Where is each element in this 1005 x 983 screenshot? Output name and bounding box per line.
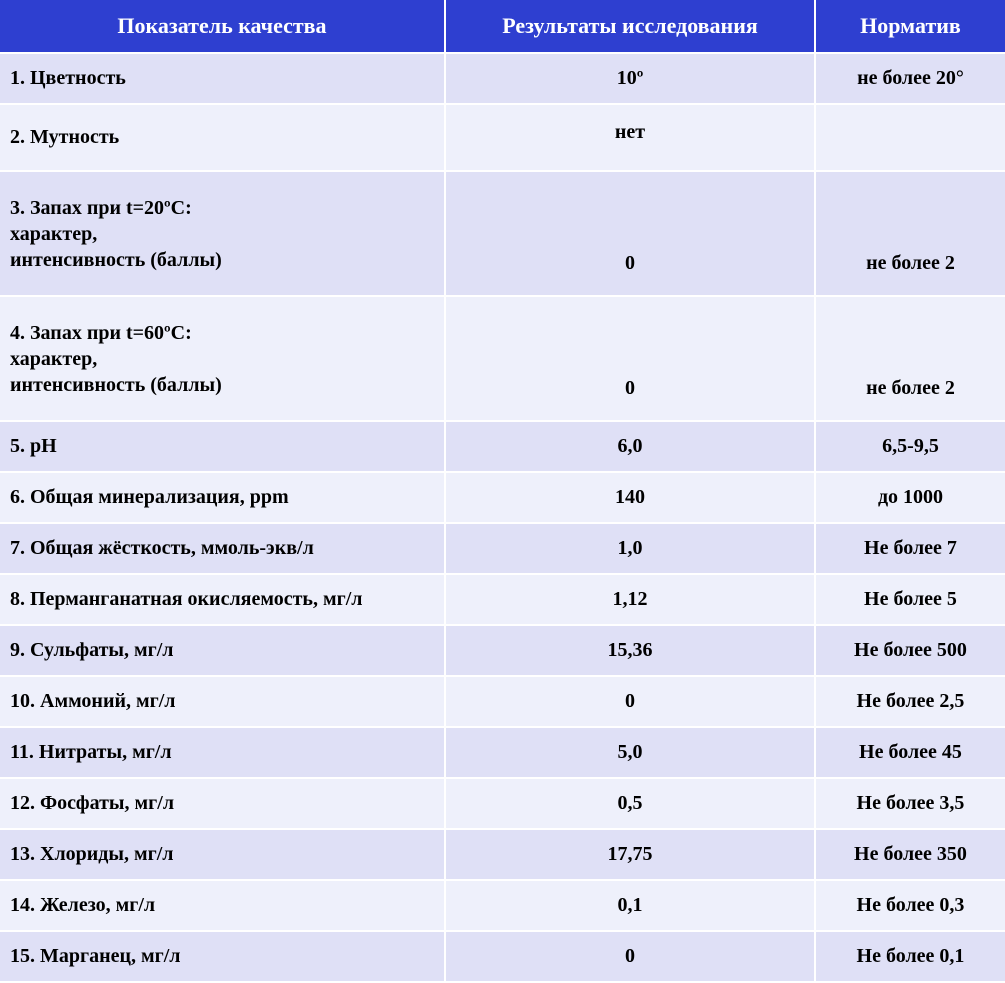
indicator-name: 8. Перманганатная окисляемость, мг/л — [0, 575, 446, 626]
result-value: нет — [446, 105, 816, 172]
norm-value: 6,5-9,5 — [816, 422, 1005, 473]
indicator-name: 2. Мутность — [0, 105, 446, 172]
indicator-name-line: интенсивность (баллы) — [10, 373, 222, 396]
result-value: 15,36 — [446, 626, 816, 677]
indicator-name: 10. Аммоний, мг/л — [0, 677, 446, 728]
result-value: 0,5 — [446, 779, 816, 830]
table-row — [0, 422, 1005, 473]
table-row — [0, 473, 1005, 524]
norm-value: Не более 7 — [816, 524, 1005, 575]
indicator-name: 9. Сульфаты, мг/л — [0, 626, 446, 677]
indicator-name: 14. Железо, мг/л — [0, 881, 446, 932]
table-row — [0, 172, 1005, 297]
norm-value: Не более 2,5 — [816, 677, 1005, 728]
result-value: 0 — [446, 932, 816, 983]
norm-value: Не более 350 — [816, 830, 1005, 881]
indicator-name: 6. Общая минерализация, ppm — [0, 473, 446, 524]
indicator-name — [0, 172, 446, 297]
norm-value: Не более 45 — [816, 728, 1005, 779]
indicator-name-line: характер, — [10, 222, 98, 245]
norm-value: не более 2 — [816, 172, 1005, 297]
header-norm: Норматив — [816, 0, 1005, 54]
result-value: 17,75 — [446, 830, 816, 881]
indicator-name: 15. Марганец, мг/л — [0, 932, 446, 983]
header-row — [0, 0, 1005, 54]
indicator-name: 13. Хлориды, мг/л — [0, 830, 446, 881]
norm-value: Не более 3,5 — [816, 779, 1005, 830]
table-row — [0, 105, 1005, 172]
result-value: 0,1 — [446, 881, 816, 932]
table-row — [0, 932, 1005, 983]
table-row — [0, 575, 1005, 626]
norm-value — [816, 105, 1005, 172]
table-row — [0, 881, 1005, 932]
norm-value: не более 2 — [816, 297, 1005, 422]
table-row — [0, 54, 1005, 105]
result-value: 10º — [446, 54, 816, 105]
indicator-name: 12. Фосфаты, мг/л — [0, 779, 446, 830]
result-value: 5,0 — [446, 728, 816, 779]
result-value: 0 — [446, 172, 816, 297]
table-row — [0, 677, 1005, 728]
result-value: 1,12 — [446, 575, 816, 626]
norm-value: Не более 0,3 — [816, 881, 1005, 932]
indicator-name-line: характер, — [10, 347, 98, 370]
indicator-name-line: 4. Запах при t=60ºС: — [10, 321, 192, 344]
norm-value: Не более 500 — [816, 626, 1005, 677]
indicator-name: 7. Общая жёсткость, ммоль-экв/л — [0, 524, 446, 575]
indicator-name-line: 3. Запах при t=20ºС: — [10, 196, 192, 219]
table-row — [0, 779, 1005, 830]
result-value: 6,0 — [446, 422, 816, 473]
indicator-name: 11. Нитраты, мг/л — [0, 728, 446, 779]
table-row — [0, 626, 1005, 677]
indicator-name: 5. pH — [0, 422, 446, 473]
table-row — [0, 728, 1005, 779]
indicator-name-line: интенсивность (баллы) — [10, 248, 222, 271]
norm-value: Не более 0,1 — [816, 932, 1005, 983]
norm-value: до 1000 — [816, 473, 1005, 524]
result-value: 140 — [446, 473, 816, 524]
result-value: 0 — [446, 297, 816, 422]
result-value: 1,0 — [446, 524, 816, 575]
indicator-name — [0, 297, 446, 422]
result-value: 0 — [446, 677, 816, 728]
header-results: Результаты исследования — [446, 0, 816, 54]
norm-value: не более 20° — [816, 54, 1005, 105]
table-row — [0, 830, 1005, 881]
indicator-name: 1. Цветность — [0, 54, 446, 105]
header-indicator: Показатель качества — [0, 0, 446, 54]
table-row — [0, 297, 1005, 422]
norm-value: Не более 5 — [816, 575, 1005, 626]
table-row — [0, 524, 1005, 575]
